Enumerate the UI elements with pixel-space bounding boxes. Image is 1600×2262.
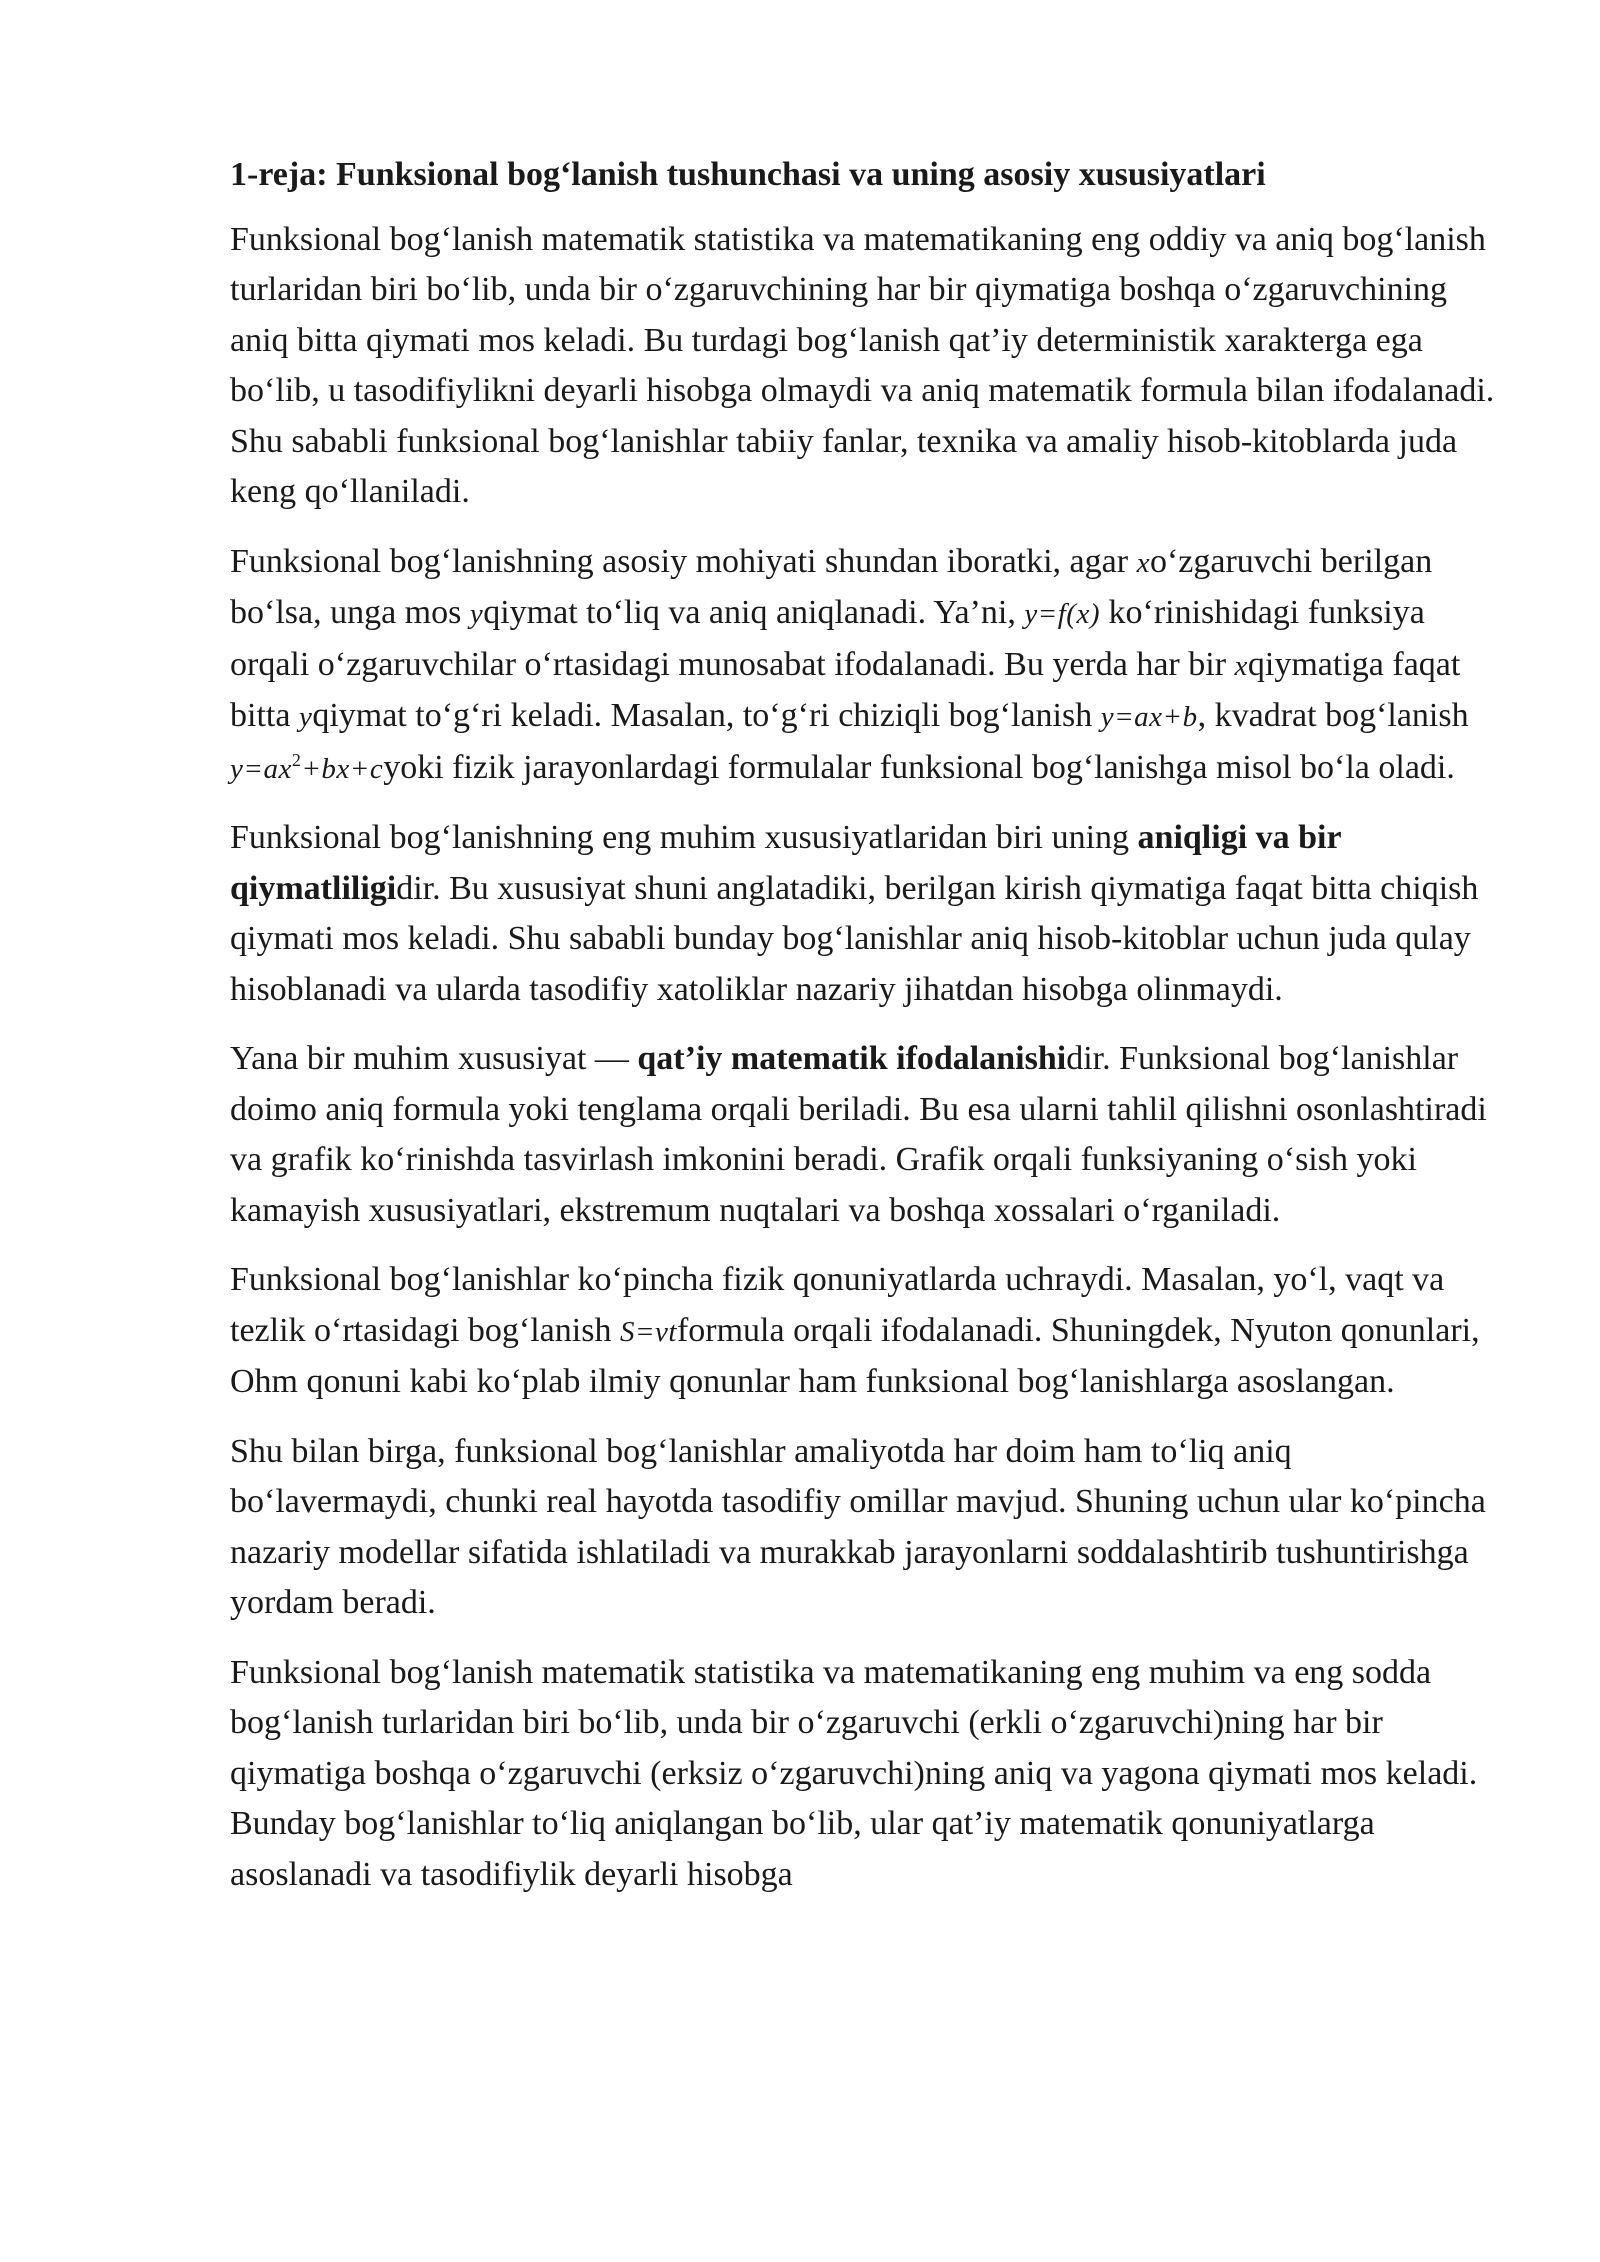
text: dir. Funksional bog‘lanishlar doimo aniq formula yoki tenglama orqali beriladi. Bu esa ularni tahlil qilishni osonlashtiradi va grafik ko‘rinishda tasvirlash imkonini beradi. Grafik orqali funksiyaning o‘sish yoki kamayish xususiyatlari, ekstremum nuqtalari va boshqa xossalari o‘rganiladi.	[230, 1040, 1487, 1229]
document-page	[230, 150, 1500, 1919]
text: ko‘rinishidagi funksiya orqali o‘zgaruvchilar o‘rtasidagi munosabat ifodalanadi. Bu yerda har bir	[230, 594, 1425, 683]
text: dir. Bu xususiyat shuni anglatadiki, berilgan kirish qiymatiga faqat bitta chiqish qiymati mos keladi. Shu sababli bunday bog‘lanishlar aniq hisob-kitoblar uchun juda qulay hisoblanadi va ularda tasodifiy xatoliklar nazariy jihatdan hisobga olinmaydi.	[230, 869, 1479, 1008]
text: Funksional bog‘lanishning eng muhim xususiyatlaridan biri uning	[230, 819, 1138, 856]
text: qiymat to‘g‘ri keladi. Masalan, to‘g‘ri chiziqli bog‘lanish	[312, 697, 1101, 734]
text: o‘zgaruvchi berilgan bo‘lsa, unga mos	[230, 542, 1433, 631]
math-velocity-formula: S=vt	[619, 1315, 677, 1348]
paragraph-7: Funksional bog‘lanish matematik statistika va matematikaning eng muhim va eng sodda bog‘lanish turlaridan biri bo‘lib, unda bir o‘zgaruvchi (erkli o‘zgaruvchi)ning har bir qiymatiga boshqa o‘zgaruvchi (erksiz o‘zgaruvchi)ning aniq va yagona qiymati mos keladi. Bunday bog‘lanishlar to‘liq aniqlangan bo‘lib, ular qat’iy matematik qonuniyatlarga asoslanadi va tasodifiylik deyarli hisobga	[230, 1653, 1478, 1893]
text: qiymatiga faqat bitta	[230, 645, 1461, 734]
math-function-formula: y=f(x)	[1024, 598, 1100, 630]
math-x: x	[1234, 649, 1248, 682]
section-heading: 1-reja: Funksional bog‘lanish tushunchasi va uning asosiy xususiyatlari	[230, 156, 1266, 193]
paragraph-3	[230, 813, 1500, 1015]
math-exponent: 2	[291, 749, 302, 770]
math-x: x	[1136, 546, 1150, 579]
paragraph-4	[230, 1034, 1500, 1236]
math-part: +bx+c	[301, 752, 384, 785]
paragraph-1: Funksional bog‘lanish matematik statistika va matematikaning eng oddiy va aniq bog‘lanish turlaridan biri bo‘lib, unda bir o‘zgaruvchining har bir qiymatiga boshqa o‘zgaruvchining aniq bitta qiymati mos keladi. Bu turdagi bog‘lanish qat’iy deterministik xarakterga ega bo‘lib, u tasodifiylikni deyarli hisobga olmaydi va aniq matematik formula bilan ifodalanadi. Shu sababli funksional bog‘lanishlar tabiiy fanlar, texnika va amaliy hisob-kitoblarda juda keng qo‘llaniladi.	[230, 220, 1495, 510]
math-quadratic-formula	[230, 749, 384, 785]
paragraph-6: Shu bilan birga, funksional bog‘lanishlar amaliyotda har doim ham to‘liq aniq bo‘lavermaydi, chunki real hayotda tasodifiy omillar mavjud. Shuning uchun ular ko‘pincha nazariy modellar sifatida ishlatiladi va murakkab jarayonlarni soddalashtirib tushuntirishga yordam beradi.	[230, 1432, 1486, 1621]
text: Funksional bog‘lanishlar ko‘pincha fizik qonuniyatlarda uchraydi. Masalan, yo‘l, vaqt va tezlik o‘rtasidagi bog‘lanish	[230, 1261, 1445, 1349]
text: Yana bir muhim xususiyat —	[230, 1040, 638, 1077]
text: Funksional bog‘lanishning asosiy mohiyati shundan iboratki, agar	[230, 542, 1137, 580]
paragraph-5	[230, 1255, 1500, 1408]
bold-term: qat’iy matematik ifodalanishi	[637, 1040, 1067, 1077]
text: qiymat to‘liq va aniq aniqlanadi. Ya’ni,	[483, 594, 1025, 631]
text: formula orqali ifodalanadi. Shuningdek, Nyuton qonunlari, Ohm qonuni kabi ko‘plab ilmiy qonunlar ham funksional bog‘lanishlarga asoslangan.	[230, 1311, 1480, 1400]
text: yoki fizik jarayonlardagi formulalar funksional bog‘lanishga misol bo‘la oladi.	[383, 748, 1455, 786]
math-linear-formula: y=ax+b	[1100, 701, 1198, 733]
math-part: y=ax	[230, 752, 292, 785]
math-y: y	[469, 598, 484, 630]
math-y: y	[298, 701, 313, 733]
text: , kvadrat bog‘lanish	[1197, 697, 1469, 734]
paragraph-2	[230, 537, 1500, 795]
bold-term: aniqligi va bir qiymatliligi	[230, 819, 1341, 907]
